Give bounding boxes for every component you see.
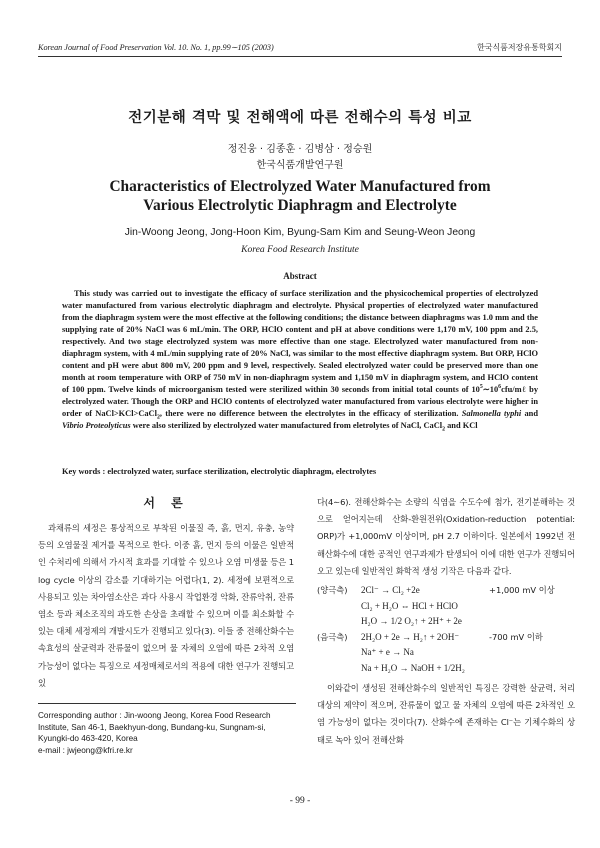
running-header (38, 42, 562, 53)
left-column (38, 494, 294, 692)
abstract-sup: 5 (479, 384, 483, 391)
intro-paragraph: 과채류의 세정은 통상적으로 부착된 이물질 즉, 흙, 먼지, 유충, 농약 등의 오염물질 제거를 목적으로 한다. 이중 흙, 먼지 등의 이물은 일반적인 수처리에 의해서 가시적 효과를 기대할 수 있으나 오염 미생물 등은 1 log cycle 이상의 감소를 기대하기는 어렵다(1, 2). 세정에 보편적으로 사용되고 있는 차아염소산은 과다 사용시 작업환경 악화, 잔류악취, 잔류염소 등과 체소조직의 과도한 손상을 초래할 수 있으며 이를 최소화할 수 있는 대체 세정제의 개발시도가 진행되고 있다(3). 이들 중 전해산화수는 속효성의 살균력과 잔류물이 없으며 물 자체의 오염에 따른 2차적 오염 가능성이 없다는 특징으로 세정매체로서의 적용에 대한 연구가 진행되고 있 (38, 523, 294, 688)
abstract-text: This study was carried out to investigate the efficacy of surface sterilization and the physicochemical properties of electrolyzed water manufactured from various electrolytic diaphragm and electrolyte. Physical properties of electrolyzed water manufactured from the diaphragm system were the most effective at the following conditions; the distance between diaphragms was 1.0 mm and the supplying rate of 20% NaCl was 6 mL/min. The ORP, HClO content and pH at above conditions were 1,170 mV, 100 ppm and 2.5, respectively. And two stage electrolyzed system was more effective than one stage. Electrolyzed water manufactured from non-diaphragm system, with 4 mL/min supplying rate of 20% NaCl, was similar to the most effective diaphragm system. But ORP, HClO content and pH were abut 800 mV, 200 ppm and 9 level, respectively. Sealed electrolyzed water could be preserved more than one month at room temperature with ORP of 750 mV in non-diaphragm system and 1,150 mV in diaphragm system, and HClO content of 100 ppm. Twelve kinds of microorganism tested were sterilized within 30 seconds from initial total counts of 10 (62, 289, 538, 394)
title-english-line1: Characteristics of Electrolyzed Water Manufactured from (109, 178, 491, 195)
society-name: 한국식품저장유통학회지 (476, 43, 562, 52)
species-name: Vibrio Proteolyticus (62, 421, 131, 430)
potential-condition: -700 mV 이하 (489, 631, 543, 642)
cathode-label: (음극측) (317, 631, 348, 642)
right-column (317, 494, 575, 749)
abstract-text: and (521, 409, 538, 418)
keywords: Key words : electrolyzed water, surface sterilization, electrolytic diaphragm, electrolytes (62, 467, 377, 476)
abstract-sub: 2 (156, 414, 160, 421)
potential-condition: +1,000 mV 이상 (489, 585, 555, 596)
equation-row (317, 661, 575, 677)
equation: Na⁺ + e → Na (361, 647, 414, 658)
equation: 2H₂O + 2e → H₂↑ + 2OH⁻ (361, 631, 460, 642)
equation: 2Cl⁻ → Cl₂ +2e (361, 585, 420, 596)
species-name: Salmonella typhi (461, 409, 522, 418)
title-korean: 전기분해 격막 및 전해액에 따른 전해수의 특성 비교 (128, 110, 472, 126)
footnote-email: e-mail : jwjeong@kfri.re.kr (38, 745, 133, 755)
abstract-text: were also sterilized by electrolyzed water manufactured from eletrolytes of NaCl, CaCl (130, 421, 443, 430)
abstract-text: cfu/mℓ by electrolyzed water. Though the ORP and HClO contents of electrolyzed water manufactured from various electrolyte were higher in order of NaCl>KCl>CaCl (62, 385, 538, 418)
equation-row (317, 583, 575, 599)
equation: H₂O → 1/2 O₂↑ + 2H⁺ + 2e (361, 616, 462, 627)
reaction-equations (317, 583, 575, 676)
abstract-body (62, 288, 538, 432)
journal-citation: Korean Journal of Food Preservation Vol. 10. No. 1, pp.99∼105 (2003) (38, 43, 274, 52)
title-english (60, 177, 540, 215)
equation: Na + H₂O → NaOH + 1/2H₂ (361, 662, 465, 673)
title-english-line2: Various Electrolytic Diaphragm and Electrolyte (143, 197, 457, 214)
abstract-heading: Abstract (283, 271, 317, 281)
anode-label: (양극측) (317, 585, 348, 596)
abstract-text: and KCl (445, 421, 478, 430)
header-rule (38, 56, 562, 57)
footnote-line: Corresponding author : Jin-woong Jeong, Korea Food Research (38, 711, 271, 720)
equation-row (317, 599, 575, 615)
footnote-line: Kyungki-do 463-420, Korea (38, 734, 138, 743)
body-paragraph: 이와같이 생성된 전해산화수의 일반적인 특징은 강력한 살균력, 처리대상의 제약이 적으며, 잔류물이 없고 물 자체의 오염에 따른 2차적인 오염 가능성이 없다는 것이다(7). 산화수에 존재하는 Cl⁻는 기체수화의 상태로 녹아 있어 전해산화 (317, 683, 575, 745)
affiliation-english: Korea Food Research Institute (241, 244, 359, 255)
abstract-sup: 6 (498, 384, 502, 391)
affiliation-korean: 한국식품개발연구원 (256, 160, 344, 171)
equation-row (317, 630, 575, 646)
equation-row (317, 645, 575, 661)
page-number: - 99 - (289, 796, 311, 806)
intro-paragraph-continued: 다(4∼6). 전해산화수는 소량의 식염을 수도수에 첨가, 전기분해하는 것으로 얻어지는데 산화-환원전위(Oxidation-reduction potential: ORP)가 +1,000mV 이상이며, pH 2.7 이하이다. 일본에서 1992년 전해산화수에 대한 공적인 연구과제가 탄생되어 이에 대한 연구가 진행되어 오고 있는데 일반적인 화학적 생성 기작은 다음과 같다. (317, 497, 575, 576)
equation-row (317, 614, 575, 630)
equation: Cl₂ + H₂O ⇔ HCl + HClO (361, 600, 458, 611)
authors-english: Jin-Woong Jeong, Jong-Hoon Kim, Byung-Sam Kim and Seung-Weon Jeong (124, 227, 476, 238)
authors-korean: 정진웅 · 김종훈 · 김병삼 · 정승원 (227, 144, 373, 155)
corresponding-author-footnote (38, 703, 296, 756)
abstract-text: ∼10 (482, 385, 499, 394)
footnote-line: Institute, San 46-1, Baekhyun-dong, Bundang-ku, Sungnam-si, (38, 722, 266, 732)
abstract-text: , there were no difference between the electrolytes in the efficacy of sterilization. (159, 409, 462, 418)
section-heading-introduction: 서 론 (143, 496, 189, 510)
abstract-sub: 2 (442, 426, 446, 433)
